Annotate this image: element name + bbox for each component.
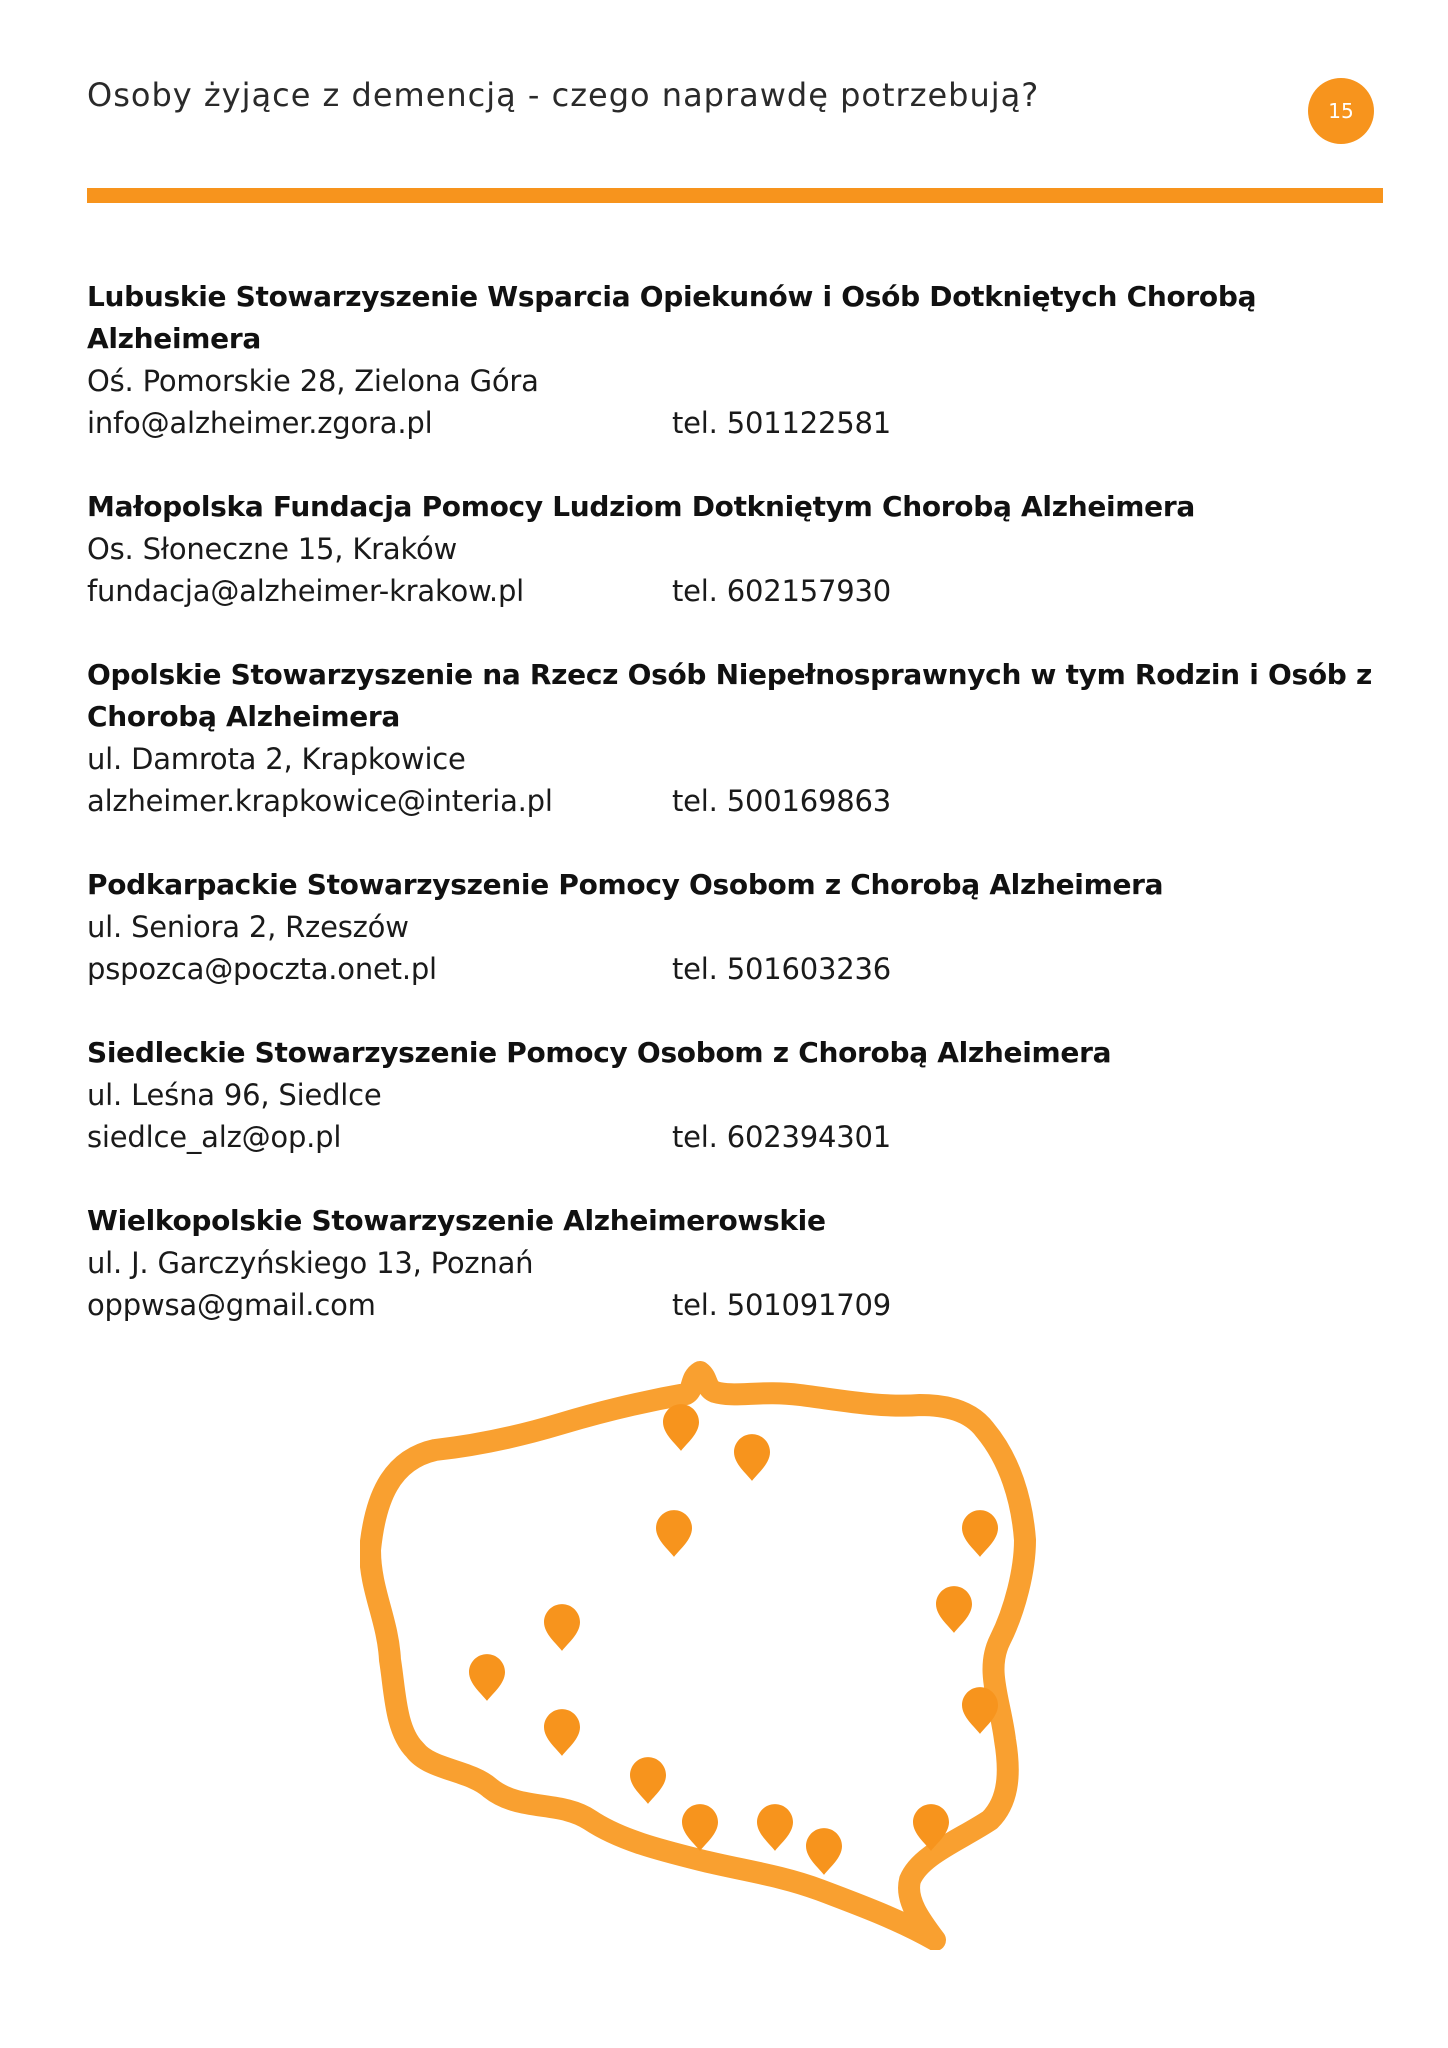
organization-entry: [87, 276, 1387, 444]
map-pin-icon: [469, 1654, 505, 1701]
organization-contact: [87, 1116, 1387, 1158]
map-pin-icon: [544, 1709, 580, 1756]
poland-outline: [370, 1372, 1025, 1940]
organization-name: Siedleckie Stowarzyszenie Pomocy Osobom z Chorobą Alzheimera: [87, 1036, 1112, 1069]
map-pin-icon: [630, 1757, 666, 1804]
map-pin-icon: [936, 1586, 972, 1633]
organization-email: oppwsa@gmail.com: [87, 1288, 376, 1322]
organization-phone: tel. 501091709: [672, 1288, 891, 1322]
organization-email: info@alzheimer.zgora.pl: [87, 406, 433, 440]
header-divider: [87, 188, 1383, 203]
organization-contact: [87, 402, 1387, 444]
organization-name: Lubuskie Stowarzyszenie Wsparcia Opiekunów i Osób Dotkniętych Chorobą Alzheimera: [87, 280, 1257, 355]
organization-address: ul. Leśna 96, Siedlce: [87, 1078, 382, 1112]
map-pin-icon: [734, 1434, 770, 1481]
organization-name: Małopolska Fundacja Pomocy Ludziom Dotkniętym Chorobą Alzheimera: [87, 490, 1195, 523]
organization-email: alzheimer.krapkowice@interia.pl: [87, 784, 553, 818]
organization-phone: tel. 501122581: [672, 406, 891, 440]
organization-contact: [87, 948, 1387, 990]
organization-list: [87, 276, 1387, 1368]
organization-contact: [87, 1284, 1387, 1326]
organization-email: fundacja@alzheimer-krakow.pl: [87, 574, 525, 608]
map-pin-icon: [663, 1404, 699, 1451]
organization-name: Opolskie Stowarzyszenie na Rzecz Osób Niepełnosprawnych w tym Rodzin i Osób z Chorobą Alzheimera: [87, 658, 1372, 733]
organization-contact: [87, 570, 1387, 612]
organization-address: ul. Seniora 2, Rzeszów: [87, 910, 409, 944]
organization-address: ul. Damrota 2, Krapkowice: [87, 742, 466, 776]
map-pin-icon: [682, 1804, 718, 1851]
organization-entry: [87, 654, 1387, 822]
organization-phone: tel. 602157930: [672, 574, 891, 608]
organization-name: Podkarpackie Stowarzyszenie Pomocy Osobom z Chorobą Alzheimera: [87, 868, 1164, 901]
map-pin-icon: [962, 1510, 998, 1557]
organization-phone: tel. 500169863: [672, 784, 891, 818]
organization-entry: [87, 1032, 1387, 1158]
organization-contact: [87, 780, 1387, 822]
organization-entry: [87, 864, 1387, 990]
organization-email: siedlce_alz@op.pl: [87, 1120, 342, 1154]
map-pin-icon: [757, 1804, 793, 1851]
map-pin-icon: [806, 1828, 842, 1875]
poland-map-icon: [360, 1350, 1120, 1950]
map-pin-icon: [544, 1604, 580, 1651]
organization-address: ul. J. Garczyńskiego 13, Poznań: [87, 1246, 534, 1280]
organization-address: Oś. Pomorskie 28, Zielona Góra: [87, 364, 539, 398]
organization-phone: tel. 501603236: [672, 952, 891, 986]
organization-entry: [87, 1200, 1387, 1326]
page-title: Osoby żyjące z demencją - czego naprawdę potrzebują?: [87, 76, 1040, 114]
organization-name: Wielkopolskie Stowarzyszenie Alzheimerowskie: [87, 1204, 826, 1237]
page-number-badge: 15: [1308, 78, 1374, 144]
organization-phone: tel. 602394301: [672, 1120, 891, 1154]
map-pin-icon: [656, 1510, 692, 1557]
organization-entry: [87, 486, 1387, 612]
organization-email: pspozca@poczta.onet.pl: [87, 952, 437, 986]
organization-address: Os. Słoneczne 15, Kraków: [87, 532, 458, 566]
